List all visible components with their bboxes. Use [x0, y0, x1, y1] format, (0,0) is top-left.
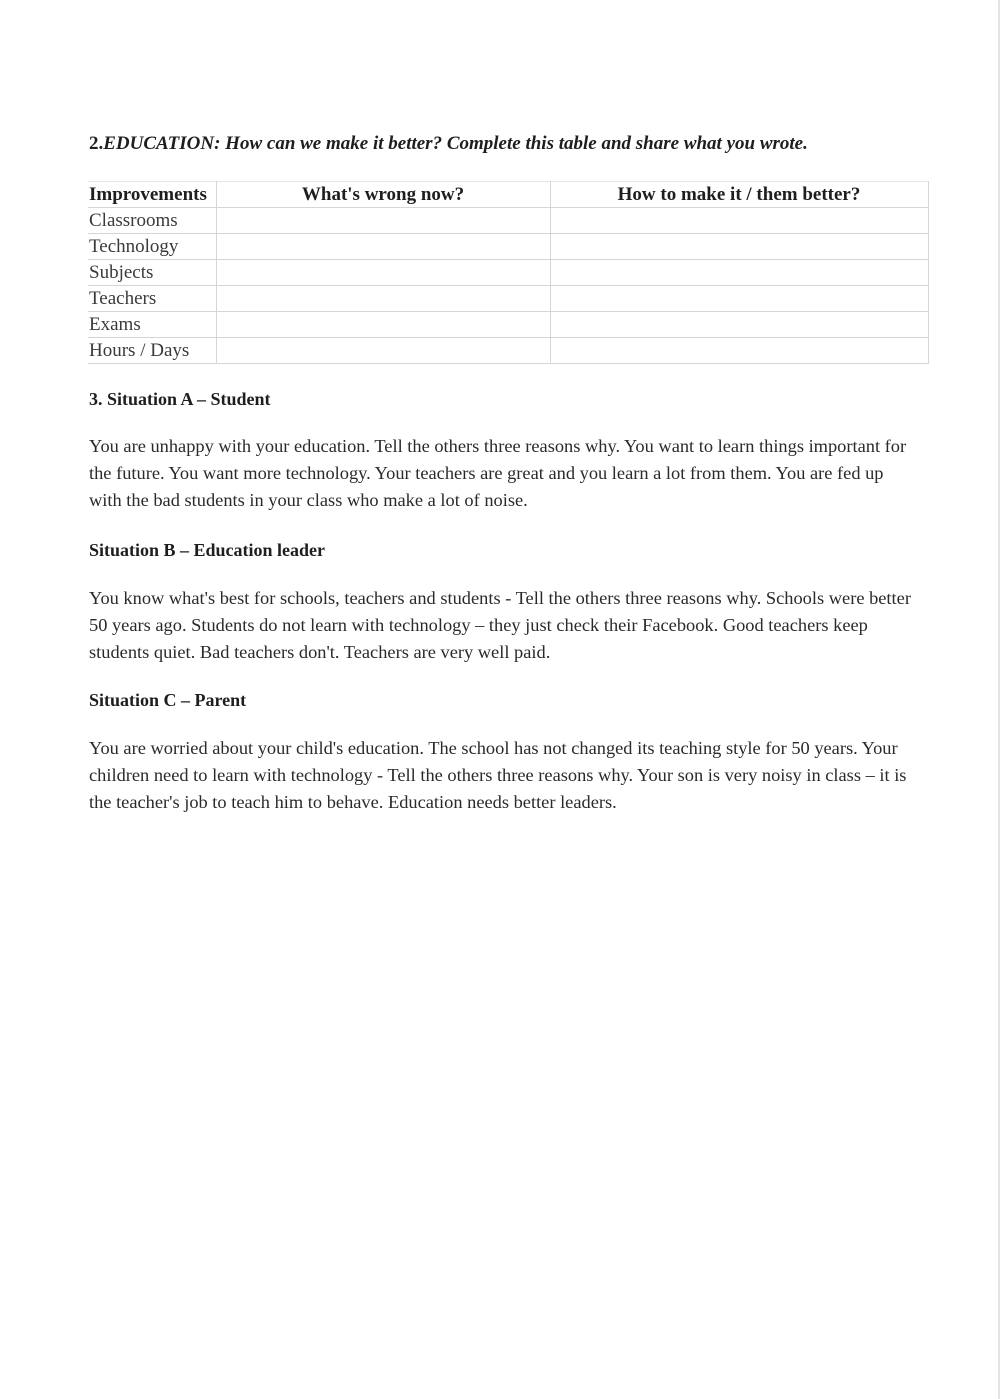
table-row [88, 312, 928, 338]
whats-wrong-cell[interactable] [216, 286, 550, 312]
row-label: Exams [88, 312, 216, 338]
how-to-improve-cell[interactable] [550, 234, 928, 260]
heading-text: EDUCATION: How can we make it better? Complete this table and share what you wrote. [103, 133, 808, 154]
how-to-improve-cell[interactable] [550, 286, 928, 312]
table-row [88, 338, 928, 364]
table-row [88, 286, 928, 312]
heading-number: 2. [89, 133, 104, 154]
table-row [88, 208, 928, 234]
situation-b-title: Situation B – Education leader [89, 540, 326, 560]
how-to-improve-cell[interactable] [550, 208, 928, 234]
row-label: Technology [88, 234, 216, 260]
whats-wrong-cell[interactable] [216, 208, 550, 234]
whats-wrong-cell[interactable] [216, 260, 550, 286]
situation-b-text: You know what's best for schools, teachers and students - Tell the others three reasons why. Schools were better 50 years ago. Students do not learn with technology – they just check their Facebook. Good teachers keep students quiet. Bad teachers don't. Teachers are very well paid. [89, 588, 911, 662]
row-label: Teachers [88, 286, 216, 312]
situation-c-text: You are worried about your child's education. The school has not changed its teaching style for 50 years. Your children need to learn with technology - Tell the others three reasons why. Your son is very noisy in class – it is the teacher's job to teach him to behave. Education needs better leaders. [89, 738, 907, 812]
whats-wrong-cell[interactable] [216, 312, 550, 338]
how-to-improve-cell[interactable] [550, 312, 928, 338]
how-to-improve-cell[interactable] [550, 338, 928, 364]
whats-wrong-cell[interactable] [216, 234, 550, 260]
column-header-how-to-improve: How to make it / them better? [550, 182, 928, 208]
education-table [88, 181, 929, 364]
table-row [88, 260, 928, 286]
column-header-improvements: Improvements [88, 182, 216, 208]
table-header-row [88, 182, 928, 208]
whats-wrong-cell[interactable] [216, 338, 550, 364]
section-2-heading [89, 133, 808, 155]
row-label: Subjects [88, 260, 216, 286]
row-label: Hours / Days [88, 338, 216, 364]
situation-a-text: You are unhappy with your education. Tell the others three reasons why. You want to learn things important for the future. You want more technology. Your teachers are great and you learn a lot from them. You are fed up with the bad students in your class who make a lot of noise. [89, 436, 907, 510]
column-header-whats-wrong: What's wrong now? [216, 182, 550, 208]
situation-c-title: Situation C – Parent [89, 690, 247, 710]
row-label: Classrooms [88, 208, 216, 234]
situation-a-title: 3. Situation A – Student [89, 389, 271, 409]
how-to-improve-cell[interactable] [550, 260, 928, 286]
table-row [88, 234, 928, 260]
